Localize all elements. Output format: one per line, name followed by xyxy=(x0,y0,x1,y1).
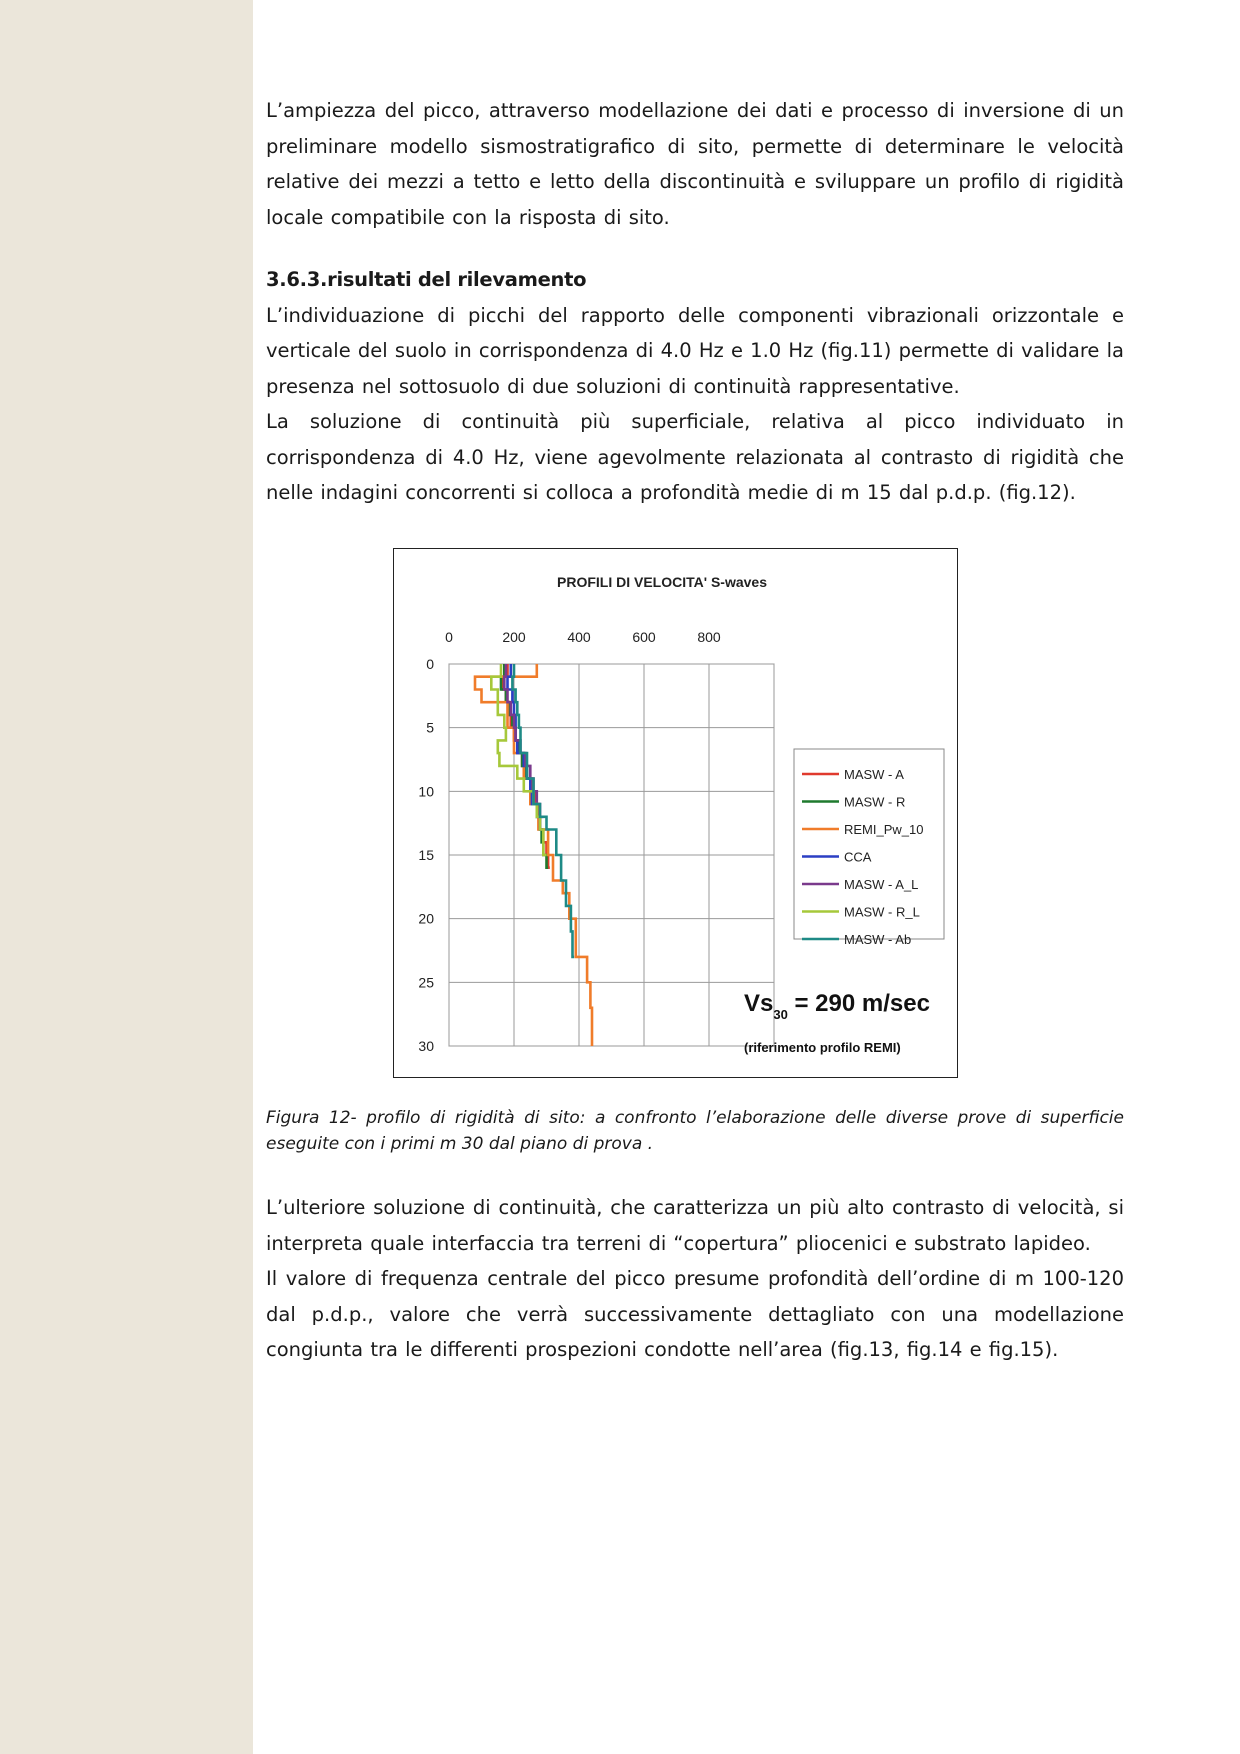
legend-label: MASW - R_L xyxy=(844,904,920,920)
section-heading: 3.6.3.risultati del rilevamento xyxy=(266,268,587,291)
y-tick-label: 15 xyxy=(418,847,434,863)
y-tick-label: 0 xyxy=(426,656,434,672)
body-text-bottom xyxy=(266,1190,1124,1368)
figure-12 xyxy=(393,548,958,1078)
velocity-profile-chart xyxy=(394,549,957,1077)
paragraph-2: L’individuazione di picchi del rapporto delle componenti vibrazionali orizzontale e verticale del suolo in corrispondenza di 4.0 Hz e 1.0 Hz (fig.11) permette di validare la presenza nel sottosuolo di due soluzioni di continuità rappresentative. xyxy=(266,303,1124,398)
y-tick-label: 10 xyxy=(418,783,434,800)
figure-caption: Figura 12- profilo di rigidità di sito: a confronto l’elaborazione delle diverse prove di superficie eseguite con i primi m 30 dal piano di prova . xyxy=(266,1108,1124,1154)
paragraph-4: L’ulteriore soluzione di continuità, che caratterizza un più alto contrasto di velocità, si interpreta quale interfaccia tra terreni di “copertura” pliocenici e substrato lapideo. xyxy=(266,1196,1124,1255)
y-tick-label: 25 xyxy=(418,974,434,991)
x-tick-label: 0 xyxy=(445,629,453,645)
paragraph-5: Il valore di frequenza centrale del picco presume profondità dell’ordine di m 100-120 dal p.d.p., valore che verrà successivamente dettagliato con una modellazione congiunta tra le differenti prospezioni condotte nell’area (fig.13, fig.14 e fig.15). xyxy=(266,1267,1124,1361)
paragraph-1: L’ampiezza del picco, attraverso modellazione dei dati e processo di inversione di un preliminare modello sismostratigrafico di sito, permette di determinare le velocità relative dei mezzi a tetto e letto della discontinuità e sviluppare un profilo di rigidità locale compatibile con la risposta di sito. xyxy=(266,99,1124,229)
body-text-top xyxy=(266,93,1124,511)
legend-label: MASW - A xyxy=(844,767,904,782)
legend-label: CCA xyxy=(844,849,872,865)
chart-title: PROFILI DI VELOCITA' S-waves xyxy=(557,574,767,590)
y-tick-label: 20 xyxy=(418,910,434,927)
vs30-annotation: $Vs_{30} = 290$ m/sec xyxy=(744,990,930,1022)
x-tick-label: 200 xyxy=(502,629,526,645)
legend-label: MASW - Ab xyxy=(844,932,912,947)
legend-label: MASW - R xyxy=(844,794,906,810)
x-tick-label: 400 xyxy=(567,629,591,645)
legend-label: MASW - A_L xyxy=(844,877,919,892)
paragraph-3: La soluzione di continuità più superficiale, relativa al picco individuato in corrispondenza di 4.0 Hz, viene agevolmente relazionata al contrasto di rigidità che nelle indagini concorrenti si colloca a profondità medie di m 15 dal p.d.p. (fig.12). xyxy=(266,410,1124,504)
legend-label: REMI_Pw_10 xyxy=(844,822,924,837)
x-tick-label: 800 xyxy=(697,629,721,645)
y-tick-label: 5 xyxy=(426,719,434,736)
side-band xyxy=(0,0,253,1754)
vs30-note: (riferimento profilo REMI) xyxy=(744,1040,901,1055)
x-tick-label: 600 xyxy=(632,629,656,645)
y-tick-label: 30 xyxy=(418,1038,434,1054)
